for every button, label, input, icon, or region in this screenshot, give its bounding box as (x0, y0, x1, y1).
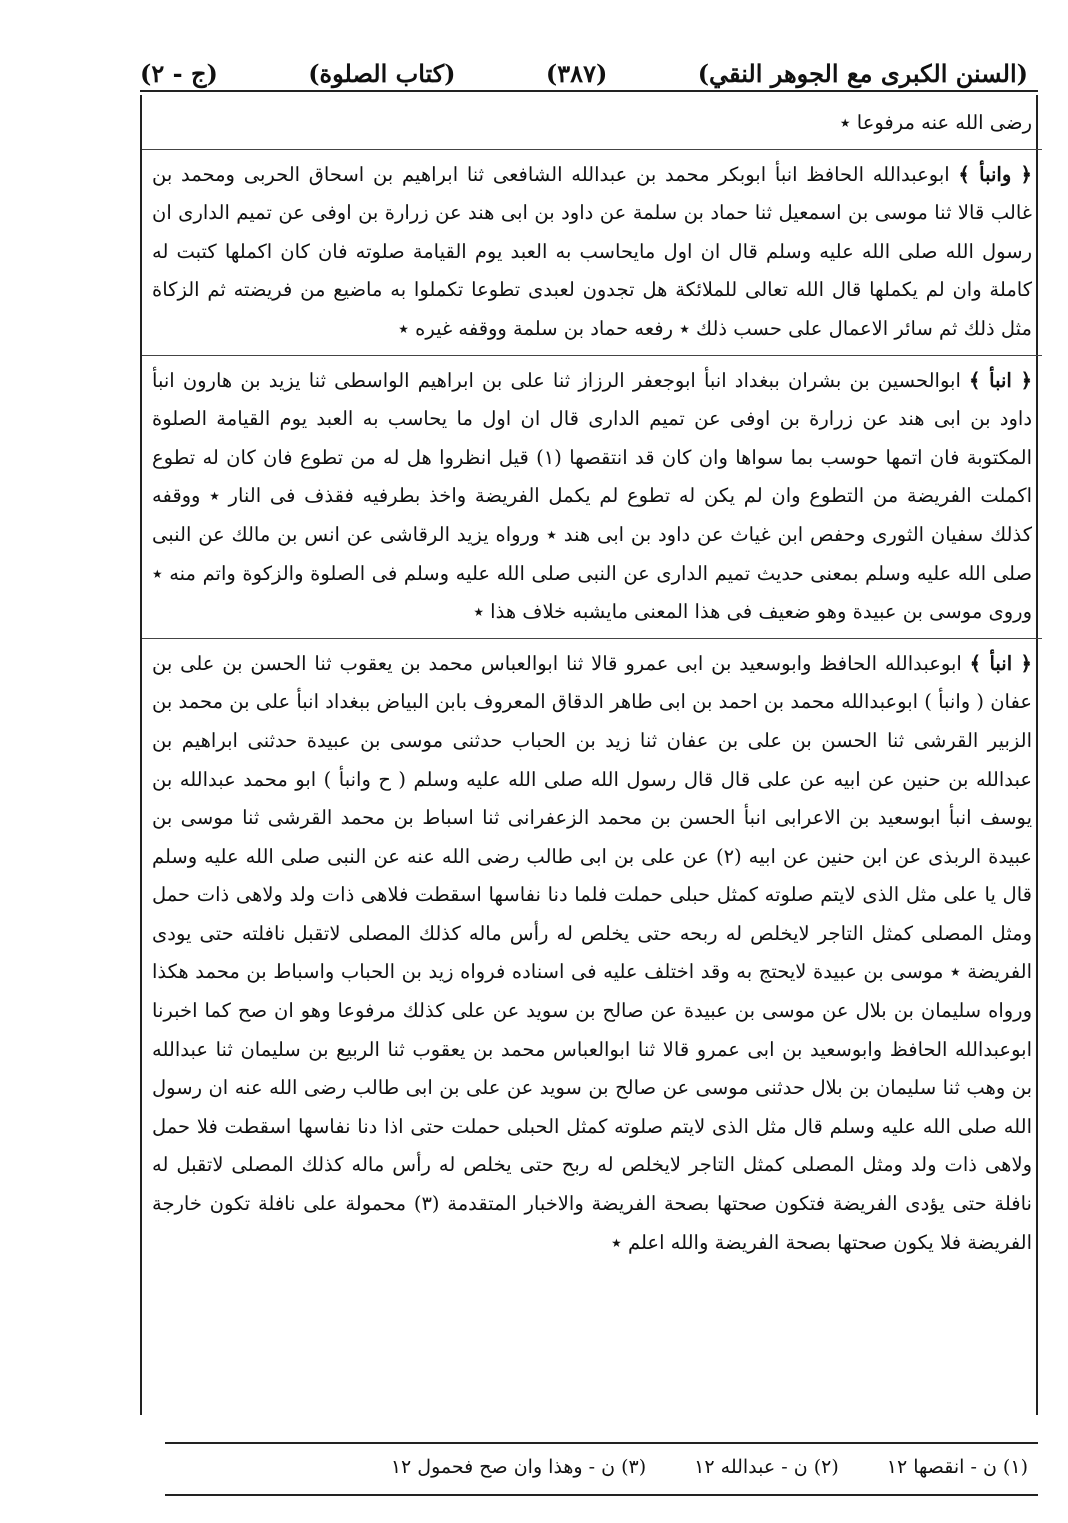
paragraph (152, 362, 1032, 632)
paragraph-text: ابوعبدالله الحافظ وابوسعيد بن ابى عمرو قالا ثنا ابوالعباس محمد بن يعقوب ثنا الحسن بن على بن عفان ( وانبأ ) ابوعبدالله محمد بن احمد بن ابى طاهر الدقاق المعروف بابن البياض ببغداد انبأ على بن محمد بن الزبير القرشى ثنا الحسن بن على بن عفان ثنا زيد بن الحباب حدثنى موسى بن عبيدة حدثنى ابراهيم بن عبدالله بن حنين عن ابيه عن على قال قال رسول الله صلى الله عليه وسلم ( ح وانبأ ) ابو محمد عبدالله بن يوسف انبأ ابوسعيد بن الاعرابى انبأ الحسن بن محمد الزعفرانى ثنا اسباط بن محمد القرشى ثنا موسى بن عبيدة الربذى عن ابن حنين عن ابيه (٢) عن على بن ابى طالب رضى الله عنه عن النبى صلى الله عليه وسلم قال يا على مثل الذى لايتم صلوته كمثل حبلى حملت فلما دنا نفاسها اسقطت فلاهى ذات ولد ولاهى ذات حمل ومثل المصلى كمثل التاجر لايخلص له ربحه حتى يخلص له رأس ماله كذلك المصلى لاتقبل نافلته حتى يودى الفريضة ٭ موسى بن عبيدة لايحتج به وقد اختلف عليه فى اسناده فرواه زيد بن الحباب واسباط بن محمد هكذا ورواه سليمان بن بلال عن موسى بن عبيدة عن صالح بن سويد عن على كذلك مرفوعا وهو ان صح كما اخبرنا ابوعبدالله الحافظ وابوسعيد بن ابى عمرو قالا ثنا ابوالعباس محمد بن يعقوب ثنا الربيع بن سليمان ثنا عبدالله بن وهب ثنا سليمان بن بلال حدثنى موسى عن صالح بن سويد عن على بن ابى طالب رضى الله عنه ان رسول الله صلى الله عليه وسلم قال مثل الذى لايتم صلوته كمثل الحبلى حملت حتى اذا دنا نفاسها اسقطت فلا حمل ولاهى ذات ولد ومثل المصلى كمثل التاجر لايخلص له ربح حتى يخلص له رأس ماله كذلك المصلى لاتقبل له نافلة حتى يؤدى الفريضة فتكون صحتها بصحة الفريضة والاخبار المتقدمة (٣) محمولة على نافلة تكون خارجة الفريضة فلا يكون صحتها بصحة الفريضة والله اعلم ٭ (152, 651, 1032, 1254)
book-title: (السنن الكبرى مع الجوهر النقي) (697, 58, 1028, 88)
paragraph-divider (142, 149, 1042, 150)
footnote: (٣) ن - وهذا وان صح فحمول ١٢ (390, 1456, 647, 1478)
chapter-title: (كتاب الصلوة) (308, 58, 456, 88)
paragraph-divider (142, 355, 1042, 356)
paragraph (152, 645, 1032, 1263)
paragraph-divider (142, 638, 1042, 639)
paragraph-text: ابوعبدالله الحافظ انبأ ابوبكر محمد بن عبدالله الشافعى ثنا ابراهيم بن اسحاق الحربى ومحمد بن غالب قالا ثنا موسى بن اسمعيل ثنا حماد بن سلمة عن داود بن ابى هند عن زرارة بن اوفى عن تميم الدارى ان رسول الله صلى الله عليه وسلم قال ان اول مايحاسب به العبد يوم القيامة صلوته فان كان اكملها كتبت له كاملة وان لم يكملها قال الله تعالى للملائكة هل تجدون لعبدى تطوعا تكملوا به ماضيع من فريضته ثم الزكاة مثل ذلك ثم سائر الاعمال على حسب ذلك ٭ رفعه حماد بن سلمة ووقفه غيره ٭ (152, 162, 1032, 340)
paragraph (152, 156, 1032, 349)
page-number: (٣٨٧) (545, 58, 608, 88)
paragraph-lead: ﴿ انبأ ﴾ (969, 651, 1032, 675)
paragraph-lead: ﴿ انبأ ﴾ (969, 368, 1033, 392)
bottom-rule (165, 1494, 1038, 1496)
header-rule (140, 90, 1038, 92)
paragraph: رضى الله عنه مرفوعا ٭ (839, 111, 1032, 134)
volume-number: (ج - ٢) (140, 58, 218, 88)
footnote: (٢) ن - عبدالله ١٢ (694, 1456, 839, 1478)
paragraph-text: ابوالحسين بن بشران ببغداد انبأ ابوجعفر الرزاز ثنا على بن ابراهيم الواسطى ثنا يزيد بن هارون انبأ داود بن ابى هند عن زرارة بن اوفى عن تميم الدارى قال ان اول ما يحاسب به العبد يوم القيامة الصلوة المكتوبة فان اتمها حوسب بما سواها وان كان قد انتقصها (١) قيل انظروا هل له من تطوع فان كان له تطوع اكملت الفريضة من التطوع وان لم يكن له تطوع لم يكمل الفريضة واخذ بطرفيه فقذف فى النار ٭ ووقفه كذلك سفيان الثورى وحفص ابن غياث عن داود بن ابى هند ٭ ورواه يزيد الرقاشى عن انس بن مالك عن النبى صلى الله عليه وسلم بمعنى حديث تميم الدارى عن النبى صلى الله عليه وسلم فى الصلوة والزكوة واتم منه ٭ وروى موسى بن عبيدة وهو ضعيف فى هذا المعنى مايشبه خلاف هذا ٭ (152, 368, 1033, 624)
footnotes (300, 1447, 1028, 1487)
footnote-rule (165, 1442, 1038, 1444)
footnote: (١) ن - انقصها ١٢ (886, 1456, 1028, 1478)
paragraph-lead: ﴿ وانبأ ﴾ (958, 162, 1032, 186)
main-text (152, 104, 1032, 1262)
